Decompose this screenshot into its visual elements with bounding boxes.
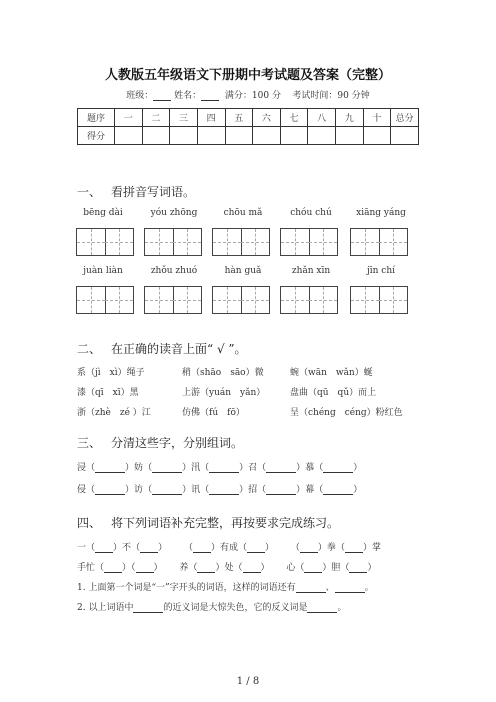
char: 幕 — [305, 485, 315, 495]
pronunciation-item[interactable]: 上游（yuán yǎn） — [182, 388, 266, 398]
score-table — [77, 108, 419, 145]
char: 妨 — [134, 463, 144, 473]
answer-blank[interactable] — [197, 564, 215, 573]
section2-heading — [77, 340, 247, 357]
section3-heading — [77, 434, 243, 451]
answer-blank[interactable] — [304, 564, 322, 573]
idiom-row: 手忙（ ）（ ） 养（ ）处（ ） 心（ ）胆（ ） — [77, 563, 377, 573]
score-cell[interactable] — [170, 127, 198, 145]
char: 浸 — [77, 463, 87, 473]
score-header-cell: 二 — [142, 109, 170, 127]
writing-grid[interactable] — [280, 286, 338, 314]
score-header-row — [78, 109, 419, 127]
score-header-cell: 九 — [336, 109, 364, 127]
score-value-row — [78, 127, 419, 145]
section4-heading — [77, 514, 339, 531]
char: 招 — [248, 485, 258, 495]
idiom-text: 手忙 — [77, 563, 96, 573]
score-row-label: 得分 — [78, 127, 115, 145]
section2-title: 在正确的读音上面“ √ ”。 — [111, 342, 247, 356]
pinyin-label: juàn liàn — [83, 266, 123, 276]
section4-title: 将下列词语补充完整，再按要求完成练习。 — [111, 516, 340, 530]
score-header-cell: 七 — [280, 109, 308, 127]
writing-grid[interactable] — [76, 286, 134, 314]
question-2-text-b: 的近义词是大惊失色，它的反义词是 — [163, 603, 308, 613]
answer-blank[interactable] — [335, 584, 365, 593]
question-2 — [77, 600, 346, 613]
score-cell[interactable] — [225, 127, 253, 145]
class-label: 班级： — [126, 91, 154, 101]
score-cell[interactable] — [308, 127, 336, 145]
score-header-cell: 五 — [225, 109, 253, 127]
score-header-cell: 八 — [308, 109, 336, 127]
score-cell[interactable] — [391, 127, 419, 145]
score-cell[interactable] — [363, 127, 391, 145]
idiom-text: 有成 — [219, 543, 238, 553]
score-header-cell: 三 — [170, 109, 198, 127]
name-label: 姓名： — [174, 91, 202, 101]
answer-blank[interactable] — [345, 544, 363, 553]
question-1 — [77, 580, 374, 593]
answer-blank[interactable] — [133, 604, 163, 613]
period: 。 — [337, 603, 347, 613]
section2-number: 二、 — [77, 342, 102, 356]
score-header-cell: 六 — [253, 109, 281, 127]
answer-blank[interactable] — [323, 486, 353, 495]
answer-blank[interactable] — [349, 564, 367, 573]
full-score: 满分：100 分 — [224, 91, 281, 101]
answer-blank[interactable] — [266, 464, 296, 473]
pinyin-label: yóu zhōng — [150, 208, 198, 218]
pinyin-label: chōu mǎ — [223, 208, 263, 218]
idiom-text: 不 — [122, 543, 132, 553]
pronunciation-item[interactable]: 稍（shāo sāo）微 — [182, 368, 264, 378]
section1-heading — [77, 183, 195, 200]
section1-number: 一、 — [77, 185, 102, 199]
char: 汛 — [191, 463, 201, 473]
answer-blank[interactable] — [296, 584, 326, 593]
pronunciation-item[interactable]: 系（jì xì）绳子 — [77, 368, 145, 378]
score-header-cell: 四 — [197, 109, 225, 127]
idiom-row: 一（ ）不（ ） （ ）有成（ ） （ ）拳（ ）掌 — [77, 543, 381, 553]
score-header-cell: 十 — [363, 109, 391, 127]
answer-blank[interactable] — [307, 604, 337, 613]
answer-blank[interactable] — [152, 486, 182, 495]
answer-blank[interactable] — [95, 544, 113, 553]
pinyin-label: hàn guǎ — [224, 266, 262, 276]
pinyin-label: bēng dài — [83, 208, 123, 218]
pronunciation-item[interactable]: 漆（qī xī）黑 — [77, 388, 139, 398]
writing-grid[interactable] — [144, 228, 202, 256]
section3-title: 分清这些字，分别组词。 — [111, 436, 244, 450]
writing-grid[interactable] — [212, 228, 270, 256]
answer-blank[interactable] — [193, 544, 211, 553]
idiom-text: 处 — [224, 563, 234, 573]
writing-grid[interactable] — [76, 228, 134, 256]
pronunciation-item[interactable]: 仿佛（fú fō） — [182, 408, 245, 418]
answer-blank[interactable] — [266, 486, 296, 495]
char: 讯 — [191, 485, 201, 495]
idiom-text: 心 — [286, 563, 296, 573]
section3-number: 三、 — [77, 436, 102, 450]
pinyin-label: xiāng yáng — [356, 208, 406, 218]
pinyin-label: chóu chú — [290, 208, 332, 218]
pinyin-label: zhǒu zhuó — [150, 266, 198, 276]
writing-grid[interactable] — [280, 228, 338, 256]
answer-blank[interactable] — [247, 544, 265, 553]
answer-blank[interactable] — [323, 464, 353, 473]
pronunciation-item[interactable]: 呈（chéng céng）粉红色 — [290, 408, 403, 418]
question-2-text-a: 2. 以上词语中 — [77, 603, 134, 613]
idiom-text: 一 — [77, 543, 87, 553]
score-header-cell: 一 — [115, 109, 143, 127]
score-cell[interactable] — [336, 127, 364, 145]
exam-info — [0, 88, 496, 101]
period: 。 — [364, 583, 374, 593]
answer-blank[interactable] — [152, 464, 182, 473]
char: 侵 — [77, 485, 87, 495]
section1-title: 看拼音写词语。 — [111, 185, 196, 199]
char: 慕 — [305, 463, 315, 473]
answer-blank[interactable] — [300, 544, 318, 553]
pronunciation-item[interactable]: 盘曲（qū qǔ）而上 — [290, 388, 377, 398]
score-cell[interactable] — [115, 127, 143, 145]
answer-blank[interactable] — [104, 564, 122, 573]
score-header-cell: 总分 — [391, 109, 419, 127]
score-cell[interactable] — [253, 127, 281, 145]
pinyin-label: jīn chí — [366, 266, 396, 276]
separator: 、 — [325, 583, 335, 593]
score-cell[interactable] — [280, 127, 308, 145]
answer-blank[interactable] — [209, 486, 239, 495]
pronunciation-item[interactable]: 蜿（wān wǎn）蜒 — [290, 368, 373, 378]
writing-grid[interactable] — [350, 228, 408, 256]
idiom-text: 养 — [179, 563, 189, 573]
char: 访 — [134, 485, 144, 495]
answer-blank[interactable] — [243, 564, 261, 573]
question-1-text: 1. 上面第一个词是“一”字开头的词语，这样的词语还有 — [77, 583, 296, 593]
section4-number: 四、 — [77, 516, 102, 530]
score-header-cell: 题序 — [78, 109, 115, 127]
exam-time: 考试时间：90 分钟 — [292, 91, 370, 101]
class-blank — [153, 91, 171, 101]
answer-blank[interactable] — [136, 564, 154, 573]
name-blank — [201, 91, 219, 101]
answer-blank[interactable] — [95, 464, 125, 473]
page-title: 人教版五年级语文下册期中考试题及答案（完整） — [104, 68, 391, 83]
writing-grid[interactable] — [212, 286, 270, 314]
idiom-text: 掌 — [371, 543, 381, 553]
word-group-row: 浸（ ）妨（ ）汛（ ）召（ ）慕（ ） — [77, 463, 363, 473]
answer-blank[interactable] — [95, 486, 125, 495]
pinyin-label: zhǎn xīn — [291, 266, 331, 276]
writing-grid[interactable] — [144, 286, 202, 314]
answer-blank[interactable] — [140, 544, 158, 553]
answer-blank[interactable] — [209, 464, 239, 473]
writing-grid[interactable] — [350, 286, 408, 314]
idiom-text: 胆 — [331, 563, 341, 573]
char: 召 — [248, 463, 258, 473]
score-cell[interactable] — [197, 127, 225, 145]
score-cell[interactable] — [142, 127, 170, 145]
idiom-text: 拳 — [326, 543, 336, 553]
page-number: 1 / 8 — [236, 676, 260, 687]
pronunciation-item[interactable]: 浙（zhè zé ）江 — [77, 408, 151, 418]
word-group-row: 侵（ ）访（ ）讯（ ）招（ ）幕（ ） — [77, 485, 363, 495]
